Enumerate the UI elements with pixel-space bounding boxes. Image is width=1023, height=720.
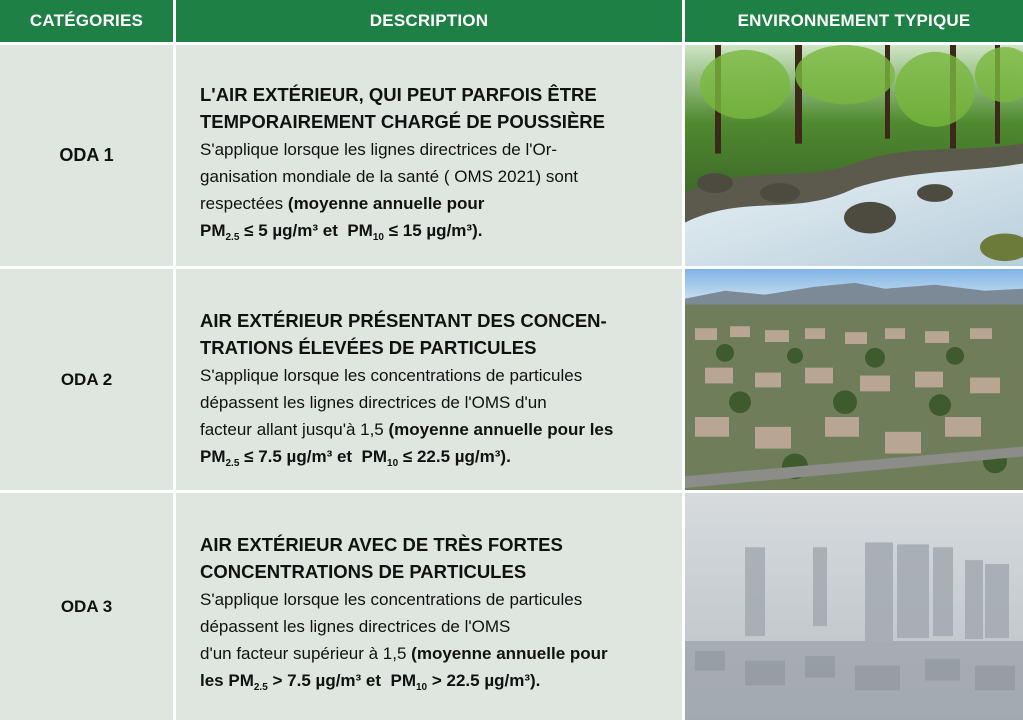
bold-intro: (moyenne annuelle pour: [411, 644, 608, 663]
pm25-sub: 2.5: [225, 458, 240, 469]
header-description: DESCRIPTION: [176, 0, 685, 42]
bold-intro: (moyenne annuelle pour: [287, 194, 485, 213]
description-body-oda3: [200, 586, 658, 694]
suburb-aerial-image: [685, 266, 1023, 490]
description-oda1: [176, 42, 685, 266]
description-oda3: [176, 490, 685, 720]
description-title-oda3: AIR EXTÉRIEUR AVEC DE TRÈS FORTES CONCENTRATIONS DE PARTICULES: [200, 534, 563, 582]
pm10-value: ≤ 22.5 µg/m³).: [402, 447, 511, 466]
pm25-label: PM: [200, 221, 226, 240]
description-title-oda1: L'AIR EXTÉRIEUR, QUI PEUT PARFOIS ÊTRE TEMPORAIREMENT CHARGÉ DE POUSSIÈRE: [200, 84, 605, 132]
description-body-oda2: [200, 362, 658, 470]
pm10-label: PM: [390, 671, 416, 690]
pm25-expression: [200, 671, 541, 693]
pm25-value: ≤ 7.5 µg/m³ et: [244, 447, 353, 466]
pm10-label: PM: [347, 221, 373, 240]
pm10-sub: 10: [416, 682, 428, 693]
body-text: S'applique lorsque les lignes directrices de l'Or- ganisation mondiale de la santé ( OMS 2021) sont respectées: [200, 140, 579, 213]
category-oda2: ODA 2: [0, 266, 176, 490]
pm10-value: > 22.5 µg/m³).: [431, 671, 541, 690]
description-body-oda1: [200, 136, 658, 244]
description-oda2: [176, 266, 685, 490]
pm25-label: PM: [200, 447, 226, 466]
lead-word: les: [200, 671, 224, 690]
pm25-label: PM: [228, 671, 254, 690]
pm25-sub: 2.5: [225, 232, 240, 243]
body-text: S'applique lorsque les concentrations de particules dépassent les lignes directrices de l'OMS d'un facteur allant jusqu'à 1,5: [200, 366, 583, 439]
body-text: S'applique lorsque les concentrations de particules dépassent les lignes directrices de l'OMS d'un facteur supérieur à 1,5: [200, 590, 583, 663]
forest-stream-image: [685, 42, 1023, 266]
header-environment: ENVIRONNEMENT TYPIQUE: [685, 0, 1023, 42]
pm25-value: > 7.5 µg/m³ et: [272, 671, 382, 690]
bold-intro: (moyenne annuelle pour les: [388, 420, 614, 439]
pm25-expression: [200, 447, 511, 469]
category-oda3: ODA 3: [0, 490, 176, 720]
description-title-oda2: AIR EXTÉRIEUR PRÉSENTANT DES CONCEN- TRATIONS ÉLEVÉES DE PARTICULES: [200, 310, 607, 358]
pm25-sub: 2.5: [253, 682, 268, 693]
category-oda1: ODA 1: [0, 42, 176, 266]
header-categories: CATÉGORIES: [0, 0, 176, 42]
pm10-sub: 10: [387, 458, 399, 469]
smog-city-image: [685, 490, 1023, 720]
pm10-value: ≤ 15 µg/m³).: [388, 221, 483, 240]
pm10-label: PM: [361, 447, 388, 466]
pm10-sub: 10: [372, 232, 384, 243]
pm25-expression: [200, 221, 483, 243]
pm25-value: ≤ 5 µg/m³ et: [244, 221, 338, 240]
